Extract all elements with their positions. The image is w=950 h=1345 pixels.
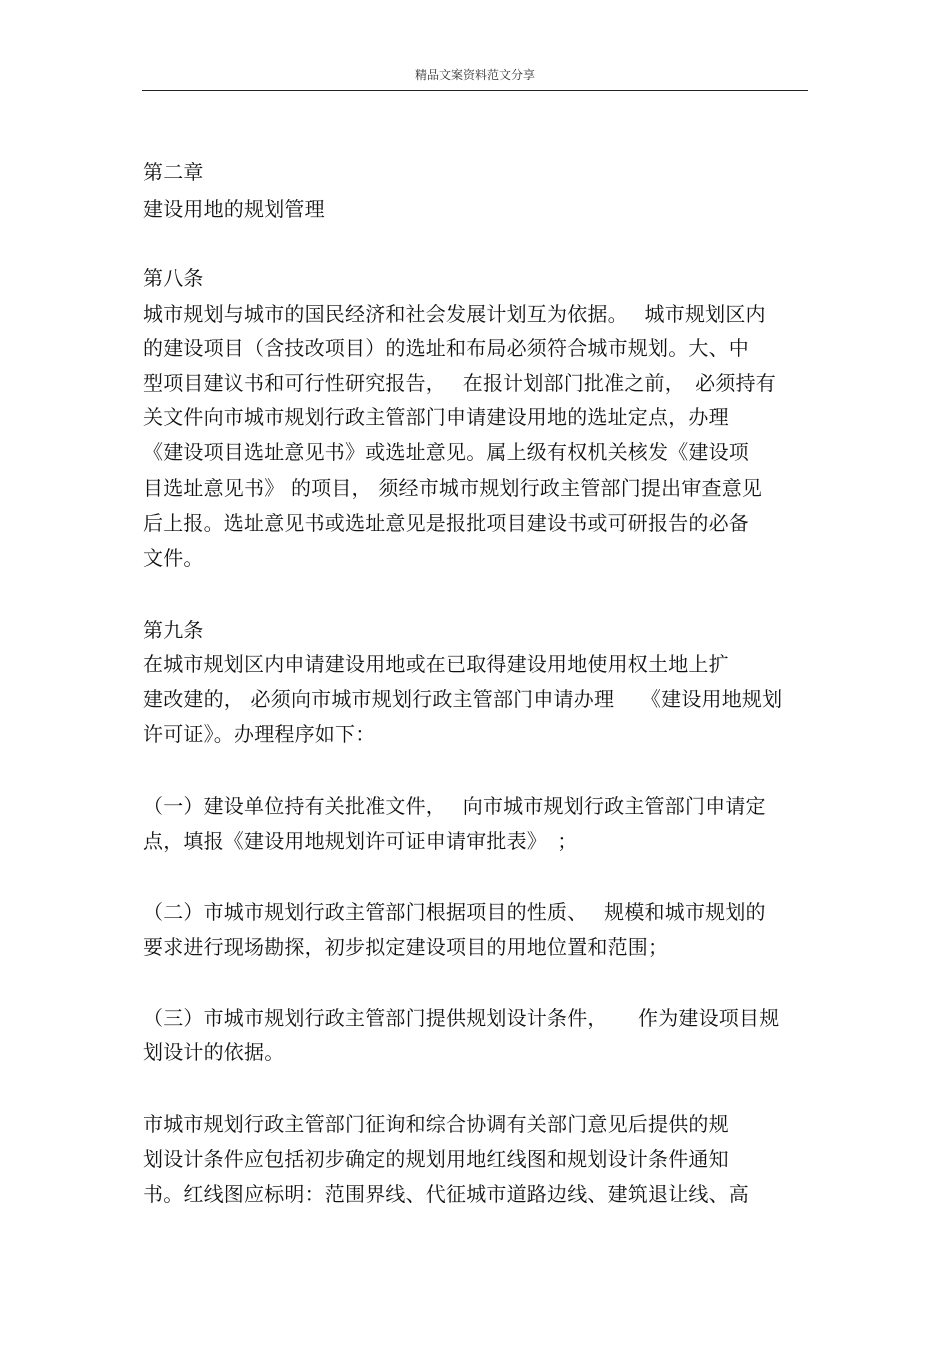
step-2-line-1: （二）市城市规划行政主管部门根据项目的性质、 规模和城市规划的	[143, 900, 766, 924]
article-8-line-1: 城市规划与城市的国民经济和社会发展计划互为依据。 城市规划区内	[143, 302, 766, 326]
paragraph-line-3: 书。红线图应标明：范围界线、代征城市道路边线、建筑退让线、高	[143, 1182, 749, 1206]
article-9-line-2: 建改建的， 必须向市城市规划行政主管部门申请办理 《建设用地规划	[143, 687, 783, 711]
step-3-line-1: （三）市城市规划行政主管部门提供规划设计条件， 作为建设项目规	[143, 1006, 780, 1030]
article-8-line-3: 型项目建议书和可行性研究报告， 在报计划部门批准之前， 必须持有	[143, 371, 776, 395]
article-8-line-2: 的建设项目（含技改项目）的选址和布局必须符合城市规划。大、中	[143, 336, 749, 360]
chapter-number: 第二章	[143, 160, 204, 184]
page-header: 精品文案资料范文分享	[414, 68, 535, 82]
article-8-line-6: 目选址意见书》 的项目， 须经市城市规划行政主管部门提出审查意见	[143, 476, 763, 500]
article-8-line-5: 《建设项目选址意见书》或选址意见。属上级有权机关核发《建设项	[143, 440, 749, 464]
step-2-line-2: 要求进行现场勘探，初步拟定建设项目的用地位置和范围；	[143, 935, 669, 959]
article-8-line-4: 关文件向市城市规划行政主管部门申请建设用地的选址定点，办理	[143, 405, 729, 429]
header-divider	[142, 90, 808, 91]
article-8-line-7: 后上报。选址意见书或选址意见是报批项目建设书或可研报告的必备	[143, 511, 749, 535]
step-1-line-2: 点，填报《建设用地规划许可证申请审批表》 ；	[143, 829, 578, 853]
paragraph-line-1: 市城市规划行政主管部门征询和综合协调有关部门意见后提供的规	[143, 1112, 729, 1136]
step-1-line-1: （一）建设单位持有关批准文件， 向市城市规划行政主管部门申请定	[143, 794, 766, 818]
paragraph-line-2: 划设计条件应包括初步确定的规划用地红线图和规划设计条件通知	[143, 1147, 729, 1171]
step-3-line-2: 划设计的依据。	[143, 1040, 285, 1064]
article-9-line-1: 在城市规划区内申请建设用地或在已取得建设用地使用权土地上扩	[143, 652, 729, 676]
article-9-line-3: 许可证》。办理程序如下：	[143, 722, 376, 746]
article-8-line-8: 文件。	[143, 546, 204, 570]
article-8-heading: 第八条	[143, 266, 204, 290]
chapter-title: 建设用地的规划管理	[143, 197, 325, 221]
article-9-heading: 第九条	[143, 618, 204, 642]
